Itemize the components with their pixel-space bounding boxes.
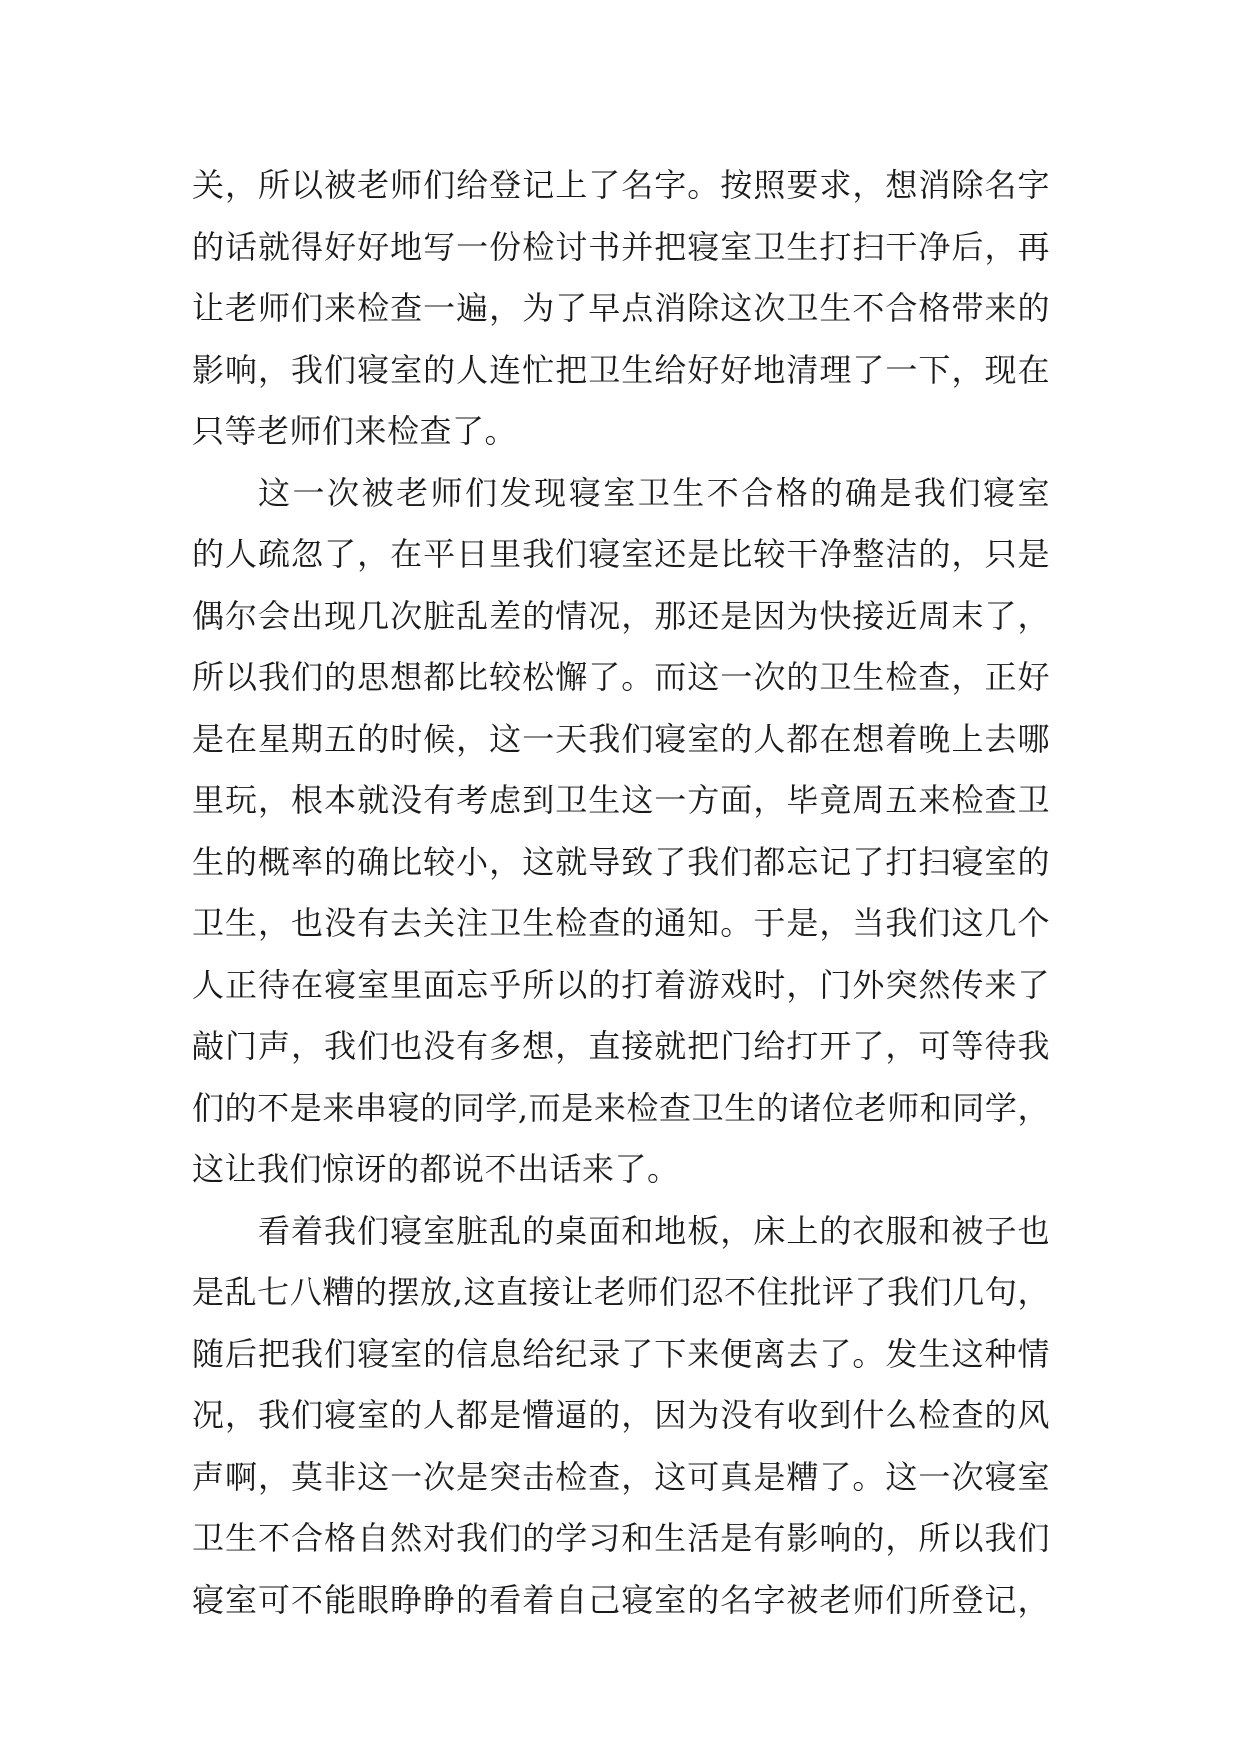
text-line: 们的不是来串寝的同学,而是来检查卫生的诸位老师和同学，	[192, 1088, 1050, 1127]
text-line: 卫生不合格自然对我们的学习和生活是有影响的，所以我们	[192, 1519, 1050, 1557]
text-line: 这一次被老师们发现寝室卫生不合格的确是我们寝室	[258, 473, 1050, 512]
text-line: 敲门声，我们也没有多想，直接就把门给打开了，可等待我	[192, 1027, 1050, 1065]
text-line: 的话就得好好地写一份检讨书并把寝室卫生打扫干净后，再	[192, 227, 1050, 266]
text-line: 寝室可不能眼睁睁的看着自己寝室的名字被老师们所登记，	[192, 1580, 1050, 1619]
text-line: 是乱七八糟的摆放,这直接让老师们忍不住批评了我们几句，	[192, 1273, 1050, 1311]
text-line: 所以我们的思想都比较松懈了。而这一次的卫生检查，正好	[192, 658, 1050, 696]
text-line: 看着我们寝室脏乱的桌面和地板，床上的衣服和被子也	[258, 1211, 1050, 1250]
text-line: 只等老师们来检查了。	[192, 412, 518, 450]
text-line: 里玩，根本就没有考虑到卫生这一方面，毕竟周五来检查卫	[192, 781, 1050, 819]
text-line: 关，所以被老师们给登记上了名字。按照要求，想消除名字	[192, 166, 1050, 204]
text-line: 人正待在寝室里面忘乎所以的打着游戏时，门外突然传来了	[192, 965, 1050, 1004]
text-line: 是在星期五的时候，这一天我们寝室的人都在想着晚上去哪	[192, 719, 1050, 758]
body-text	[192, 155, 1050, 1631]
text-line: 偶尔会出现几次脏乱差的情况，那还是因为快接近周末了，	[192, 596, 1050, 635]
text-line: 让老师们来检查一遍，为了早点消除这次卫生不合格带来的	[192, 289, 1050, 327]
text-line: 生的概率的确比较小，这就导致了我们都忘记了打扫寝室的	[192, 842, 1050, 881]
text-line: 影响，我们寝室的人连忙把卫生给好好地清理了一下，现在	[192, 350, 1050, 389]
text-line: 的人疏忽了，在平日里我们寝室还是比较干净整洁的，只是	[192, 535, 1050, 573]
text-line: 这让我们惊讶的都说不出话来了。	[192, 1150, 680, 1188]
text-line: 随后把我们寝室的信息给纪录了下来便离去了。发生这种情	[192, 1334, 1050, 1373]
text-line: 声啊，莫非这一次是突击检查，这可真是糟了。这一次寝室	[192, 1457, 1050, 1496]
text-line: 卫生，也没有去关注卫生检查的通知。于是，当我们这几个	[192, 904, 1050, 942]
text-line: 况，我们寝室的人都是懵逼的，因为没有收到什么检查的风	[192, 1396, 1050, 1434]
